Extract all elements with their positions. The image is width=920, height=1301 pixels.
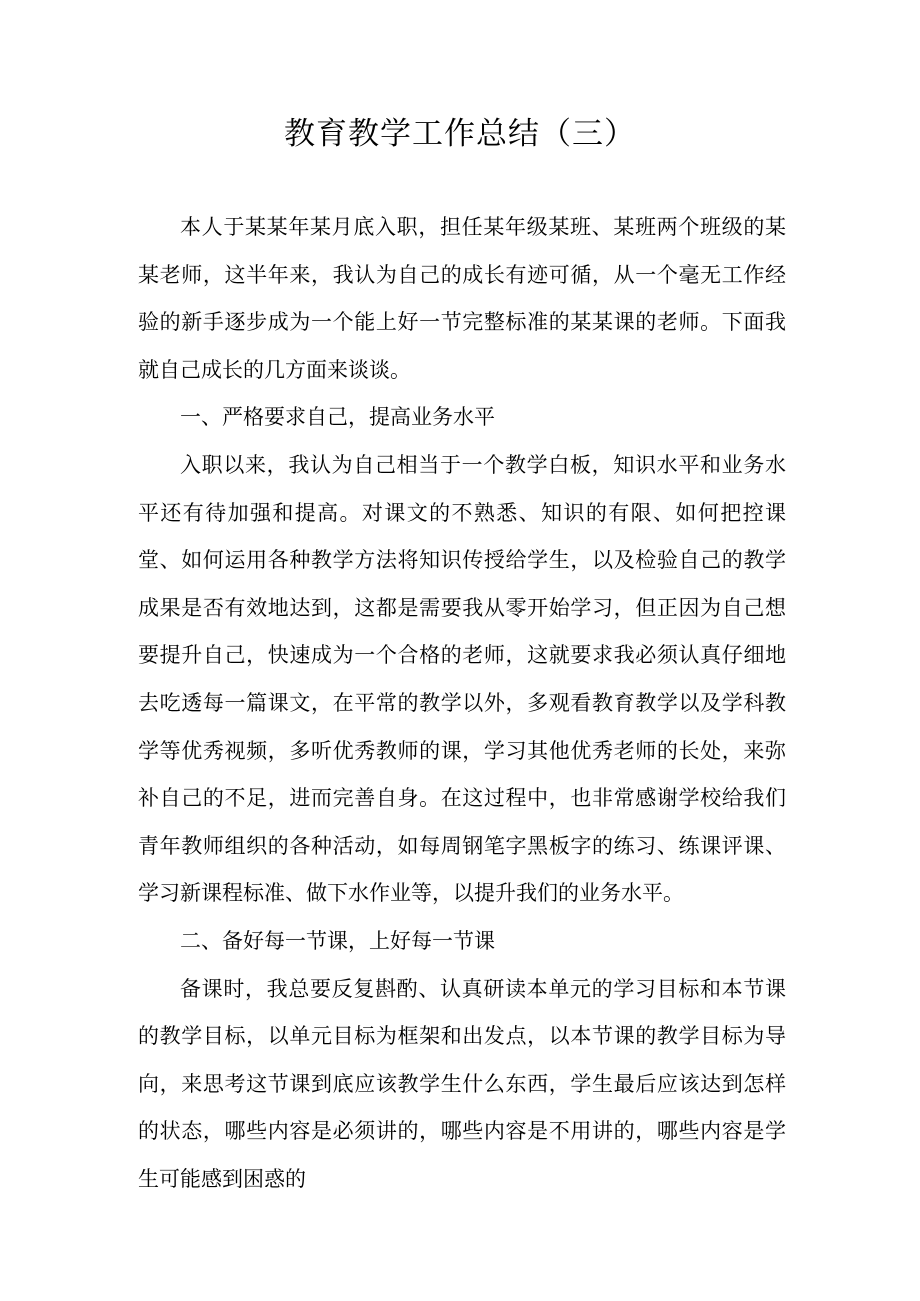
section-heading-2: 二、备好每一节课，上好每一节课 (180, 928, 495, 953)
paragraph-section-1: 入职以来，我认为自己相当于一个教学白板，知识水平和业务水平还有待加强和提高。对课文的不熟悉、知识的有限、如何把控课堂、如何运用各种教学方法将知识传授给学生，以及检验自己的教学成果是否有效地达到，这都是需要我从零开始学习，但正因为自己想要提升自己，快速成为一个合格的老师，这就要求我必须认真仔细地去吃透每一篇课文，在平常的教学以外，多观看教育教学以及学科教学等优秀视频，多听优秀教师的课，学习其他优秀老师的长处，来弥补自己的不足，进而完善自身。在这过程中，也非常感谢学校给我们青年教师组织的各种活动，如每周钢笔字黑板字的练习、练课评课、学习新课程标准、做下水作业等，以提升我们的业务水平。 (138, 452, 786, 906)
section-heading-1: 一、严格要求自己，提高业务水平 (180, 405, 495, 430)
paragraph-section-2: 备课时，我总要反复斟酌、认真研读本单元的学习目标和本节课的教学目标，以单元目标为框架和出发点，以本节课的教学目标为导向，来思考这节课到底应该教学生什么东西，学生最后应该达到怎样的状态，哪些内容是必须讲的，哪些内容是不用讲的，哪些内容是学生可能感到困惑的 (138, 976, 786, 1191)
document-title: 教育教学工作总结（三） (284, 116, 636, 152)
paragraph-intro: 本人于某某年某月底入职，担任某年级某班、某班两个班级的某某老师，这半年来，我认为自己的成长有迹可循，从一个毫无工作经验的新手逐步成为一个能上好一节完整标准的某某课的老师。下面我就自己成长的几方面来谈谈。 (138, 215, 786, 382)
document-body (138, 204, 786, 1203)
